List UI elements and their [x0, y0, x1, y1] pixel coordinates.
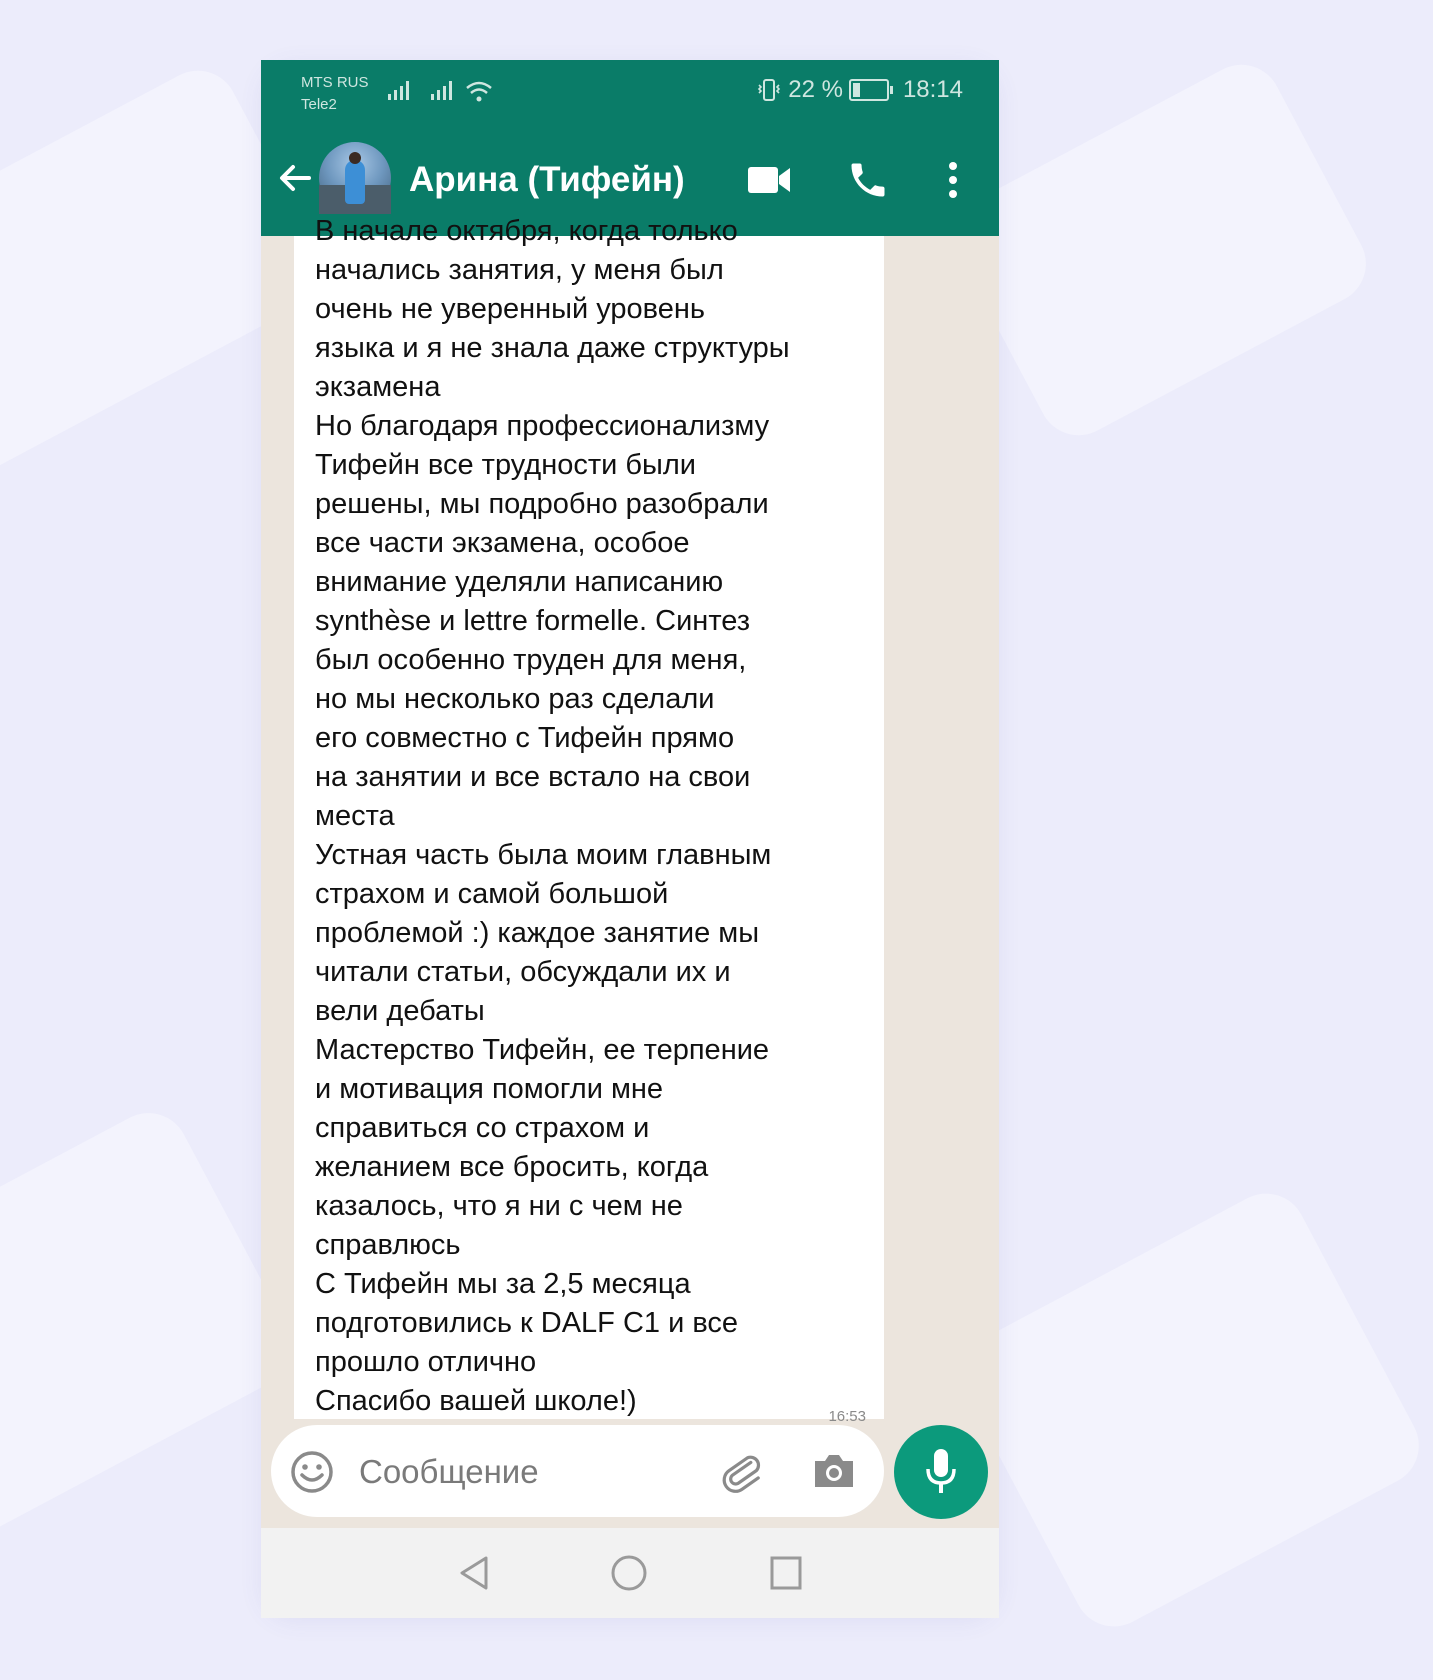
phone-icon[interactable] [846, 158, 890, 202]
message-time: 16:53 [828, 1408, 866, 1425]
battery-text: 22 % [788, 76, 843, 103]
avatar[interactable] [319, 142, 391, 214]
carrier-info [301, 72, 369, 116]
background-shape [940, 51, 1380, 450]
app-bar [261, 60, 999, 236]
signal-icon [386, 78, 416, 102]
message-bubble[interactable] [294, 215, 884, 1425]
message-text: В начале октября, когда только начались занятия, у меня был очень не уверенный уровень языка и я не знала даже структуры экзамена Но благодаря профессионализму Тифейн все трудности были решены, мы подробно разобрали все части экзамена, особое внимание уделяли написанию synthèse и lettre formelle. Синтез был особенно труден для меня, но мы несколько раз сделали его совместно с Тифейн прямо на занятии и все встало на свои места Устная часть была моим главным страхом и самой большой проблемой :) каждое занятие мы читали статьи, обсуждали их и вели дебаты Мастерство Тифейн, ее терпение и мотивация помогли мне справиться со страхом и желанием все бросить, когда казалось, что я ни с чем не справлюсь С Тифейн мы за 2,5 месяца подготовились к DALF C1 и все прошло отлично Спасибо вашей школе!) [315, 215, 790, 1417]
status-bar [261, 60, 999, 130]
circle-home-icon[interactable] [610, 1554, 648, 1592]
more-vertical-icon[interactable] [946, 158, 960, 202]
microphone-icon [921, 1447, 961, 1497]
clock: 18:14 [902, 76, 963, 103]
background-shape [0, 1099, 306, 1561]
camera-icon[interactable] [811, 1451, 857, 1491]
triangle-back-icon[interactable] [456, 1554, 492, 1592]
battery-fill [853, 83, 860, 97]
video-camera-icon[interactable] [746, 162, 792, 198]
message-input[interactable]: Сообщение [359, 1453, 539, 1490]
signal-icon [429, 78, 459, 102]
square-recents-icon[interactable] [768, 1554, 804, 1592]
paperclip-icon[interactable] [719, 1449, 765, 1495]
chat-area[interactable] [261, 215, 999, 1528]
carrier-1: MTS RUS [301, 74, 369, 91]
background-shape [947, 1180, 1433, 1641]
system-navigation-bar [261, 1528, 999, 1618]
message-composer[interactable] [271, 1425, 884, 1517]
status-right [756, 76, 963, 104]
vibrate-icon [756, 78, 782, 102]
arrow-left-icon[interactable] [275, 158, 315, 198]
contact-name[interactable]: Арина (Тифейн) [409, 160, 685, 199]
wifi-icon [464, 78, 494, 104]
carrier-2: Tele2 [301, 96, 337, 113]
microphone-button[interactable] [894, 1425, 988, 1519]
battery-icon [849, 79, 889, 101]
emoji-icon[interactable] [289, 1449, 335, 1495]
phone-screen [261, 60, 999, 1618]
